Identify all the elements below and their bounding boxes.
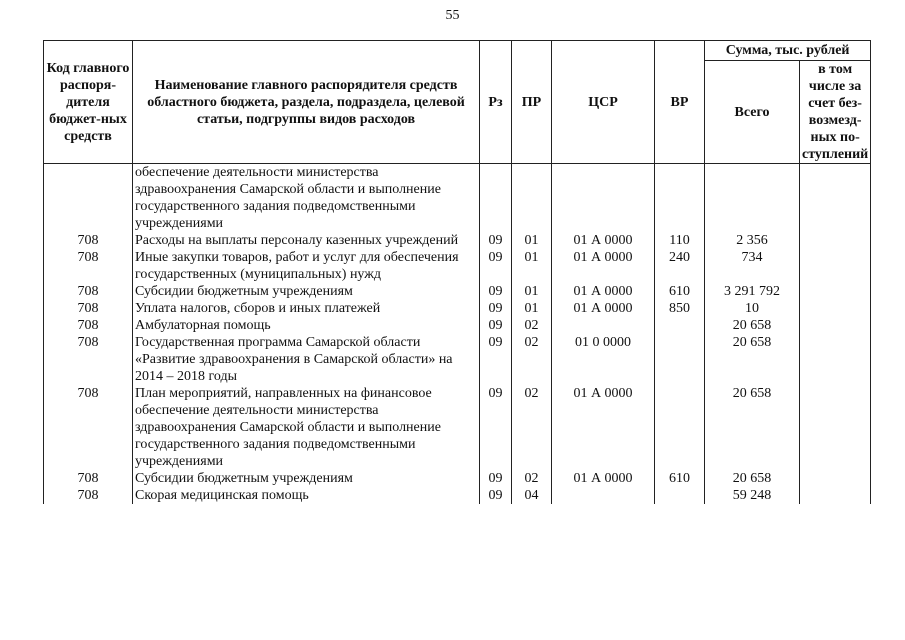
row-rz: 09 xyxy=(480,283,512,300)
row-csr: 01 0 0000 xyxy=(552,334,655,385)
header-sum-group: Сумма, тыс. рублей xyxy=(705,41,871,61)
table-row xyxy=(44,334,871,385)
row-pr: 04 xyxy=(512,487,552,504)
table-header xyxy=(44,41,871,164)
row-code: 708 xyxy=(44,385,133,470)
row-rz xyxy=(480,164,512,233)
row-csr: 01 А 0000 xyxy=(552,300,655,317)
header-code: Код главного распоря-дителя бюджет-ных средств xyxy=(44,41,133,164)
row-incl xyxy=(800,164,871,233)
row-csr: 01 А 0000 xyxy=(552,249,655,283)
row-name: План мероприятий, направленных на финансовое обеспечение деятельности министерства здравоохранения Самарской области и выполнение государственного задания подведомственными учреждениями xyxy=(133,385,480,470)
header-name: Наименование главного распорядителя средств областного бюджета, раздела, подраздела, целевой статьи, подгруппы видов расходов xyxy=(133,41,480,164)
row-rz: 09 xyxy=(480,317,512,334)
table-row xyxy=(44,283,871,300)
row-csr xyxy=(552,317,655,334)
table-row xyxy=(44,164,871,233)
row-incl xyxy=(800,385,871,470)
row-rz: 09 xyxy=(480,232,512,249)
row-rz: 09 xyxy=(480,385,512,470)
row-total: 3 291 792 xyxy=(705,283,800,300)
table-row xyxy=(44,317,871,334)
row-rz: 09 xyxy=(480,300,512,317)
table-row xyxy=(44,487,871,504)
row-code: 708 xyxy=(44,283,133,300)
row-total: 59 248 xyxy=(705,487,800,504)
row-rz: 09 xyxy=(480,487,512,504)
row-pr: 02 xyxy=(512,317,552,334)
row-total: 20 658 xyxy=(705,385,800,470)
row-vr: 610 xyxy=(655,283,705,300)
row-vr xyxy=(655,487,705,504)
budget-table xyxy=(43,40,871,504)
row-total xyxy=(705,164,800,233)
page-number: 55 xyxy=(445,8,460,23)
row-name: Субсидии бюджетным учреждениям xyxy=(133,470,480,487)
row-incl xyxy=(800,317,871,334)
header-csr: ЦСР xyxy=(552,41,655,164)
row-csr: 01 А 0000 xyxy=(552,470,655,487)
row-vr: 850 xyxy=(655,300,705,317)
row-name: Амбулаторная помощь xyxy=(133,317,480,334)
row-pr: 01 xyxy=(512,249,552,283)
row-total: 20 658 xyxy=(705,470,800,487)
row-vr xyxy=(655,385,705,470)
row-vr xyxy=(655,317,705,334)
table-row xyxy=(44,300,871,317)
row-incl xyxy=(800,334,871,385)
row-vr xyxy=(655,334,705,385)
row-csr xyxy=(552,487,655,504)
row-vr: 110 xyxy=(655,232,705,249)
row-rz: 09 xyxy=(480,334,512,385)
table-row xyxy=(44,385,871,470)
row-code: 708 xyxy=(44,334,133,385)
header-rz: Рз xyxy=(480,41,512,164)
row-rz: 09 xyxy=(480,470,512,487)
table-row xyxy=(44,470,871,487)
row-name: Расходы на выплаты персоналу казенных учреждений xyxy=(133,232,480,249)
row-code: 708 xyxy=(44,232,133,249)
row-code: 708 xyxy=(44,470,133,487)
row-pr: 01 xyxy=(512,232,552,249)
row-pr xyxy=(512,164,552,233)
row-name: Скорая медицинская помощь xyxy=(133,487,480,504)
row-vr: 610 xyxy=(655,470,705,487)
row-code: 708 xyxy=(44,300,133,317)
row-code: 708 xyxy=(44,317,133,334)
row-name: обеспечение деятельности министерства здравоохранения Самарской области и выполнение государственного задания подведомственными учреждениями xyxy=(133,164,480,233)
row-pr: 01 xyxy=(512,300,552,317)
row-rz: 09 xyxy=(480,249,512,283)
row-vr xyxy=(655,164,705,233)
row-vr: 240 xyxy=(655,249,705,283)
row-code: 708 xyxy=(44,249,133,283)
header-incl: в том числе за счет без-возмезд-ных по-ступлений xyxy=(800,61,871,164)
row-pr: 02 xyxy=(512,334,552,385)
row-incl xyxy=(800,470,871,487)
row-name: Субсидии бюджетным учреждениям xyxy=(133,283,480,300)
table-row xyxy=(44,232,871,249)
row-total: 734 xyxy=(705,249,800,283)
row-code: 708 xyxy=(44,487,133,504)
row-pr: 02 xyxy=(512,385,552,470)
row-incl xyxy=(800,300,871,317)
row-pr: 01 xyxy=(512,283,552,300)
row-csr xyxy=(552,164,655,233)
row-incl xyxy=(800,283,871,300)
row-total: 2 356 xyxy=(705,232,800,249)
header-vr: ВР xyxy=(655,41,705,164)
row-incl xyxy=(800,487,871,504)
row-csr: 01 А 0000 xyxy=(552,232,655,249)
header-total: Всего xyxy=(705,61,800,164)
row-name: Государственная программа Самарской области «Развитие здравоохранения в Самарской области» на 2014 – 2018 годы xyxy=(133,334,480,385)
header-pr: ПР xyxy=(512,41,552,164)
row-pr: 02 xyxy=(512,470,552,487)
row-incl xyxy=(800,249,871,283)
row-name: Уплата налогов, сборов и иных платежей xyxy=(133,300,480,317)
row-total: 10 xyxy=(705,300,800,317)
row-csr: 01 А 0000 xyxy=(552,283,655,300)
table-body xyxy=(44,164,871,505)
row-name: Иные закупки товаров, работ и услуг для обеспечения государственных (муниципальных) нужд xyxy=(133,249,480,283)
row-total: 20 658 xyxy=(705,317,800,334)
row-total: 20 658 xyxy=(705,334,800,385)
row-code xyxy=(44,164,133,233)
table-row xyxy=(44,249,871,283)
row-incl xyxy=(800,232,871,249)
row-csr: 01 А 0000 xyxy=(552,385,655,470)
